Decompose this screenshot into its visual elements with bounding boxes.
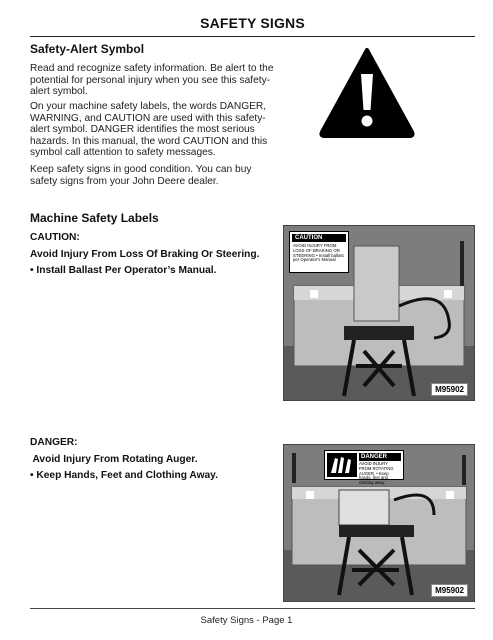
footer-page-label: Safety Signs - Page 1	[200, 615, 293, 626]
caution-decal	[289, 231, 349, 273]
rotating-auger-hazard-icon	[327, 453, 357, 477]
danger-decal	[324, 450, 404, 486]
caution-line-1: Avoid Injury From Loss Of Braking Or Steering.	[30, 249, 260, 260]
caution-photo	[283, 225, 475, 401]
danger-decal-text: AVOID INJURY FROM ROTATING AUGER. • Keep hands, feet and clothing away.	[359, 461, 394, 486]
page-header	[30, 12, 475, 37]
caution-label: CAUTION:	[30, 232, 80, 243]
safety-alert-paragraph-3: Keep safety signs in good condition. You can buy safety signs from your John Deere dealer.	[30, 164, 252, 187]
danger-label: DANGER:	[30, 437, 78, 448]
danger-line-1: Avoid Injury From Rotating Auger.	[30, 454, 198, 465]
danger-photo-code: M95902	[431, 584, 468, 597]
footer-divider	[30, 608, 475, 609]
caution-line-2: • Install Ballast Per Operator’s Manual.	[30, 265, 217, 276]
caution-photo-code: M95902	[431, 383, 468, 396]
danger-photo	[283, 444, 475, 602]
machine-labels-heading: Machine Safety Labels	[30, 211, 159, 225]
safety-alert-paragraph-2: On your machine safety labels, the words DANGER, WARNING, and CAUTION are used with this safety-alert symbol. DANGER identifies the most serious hazards. In this manual, the word CAUTION and this symbol call attention to safety messages.	[30, 101, 268, 158]
danger-line-2: • Keep Hands, Feet and Clothing Away.	[30, 470, 218, 481]
caution-decal-text: AVOID INJURY FROM LOSS OF BRAKING OR STEERING • Install ballast per Operator's Manual	[293, 243, 344, 263]
safety-alert-heading: Safety-Alert Symbol	[30, 42, 145, 56]
caution-decal-title: CAUTION	[292, 234, 346, 242]
page-title: SAFETY SIGNS	[200, 15, 305, 31]
safety-alert-paragraph-1: Read and recognize safety information. Be alert to the potential for personal injury when you see this safety-alert symbol.	[30, 63, 274, 97]
safety-alert-triangle-icon	[317, 44, 417, 140]
danger-decal-title: DANGER	[359, 453, 401, 461]
